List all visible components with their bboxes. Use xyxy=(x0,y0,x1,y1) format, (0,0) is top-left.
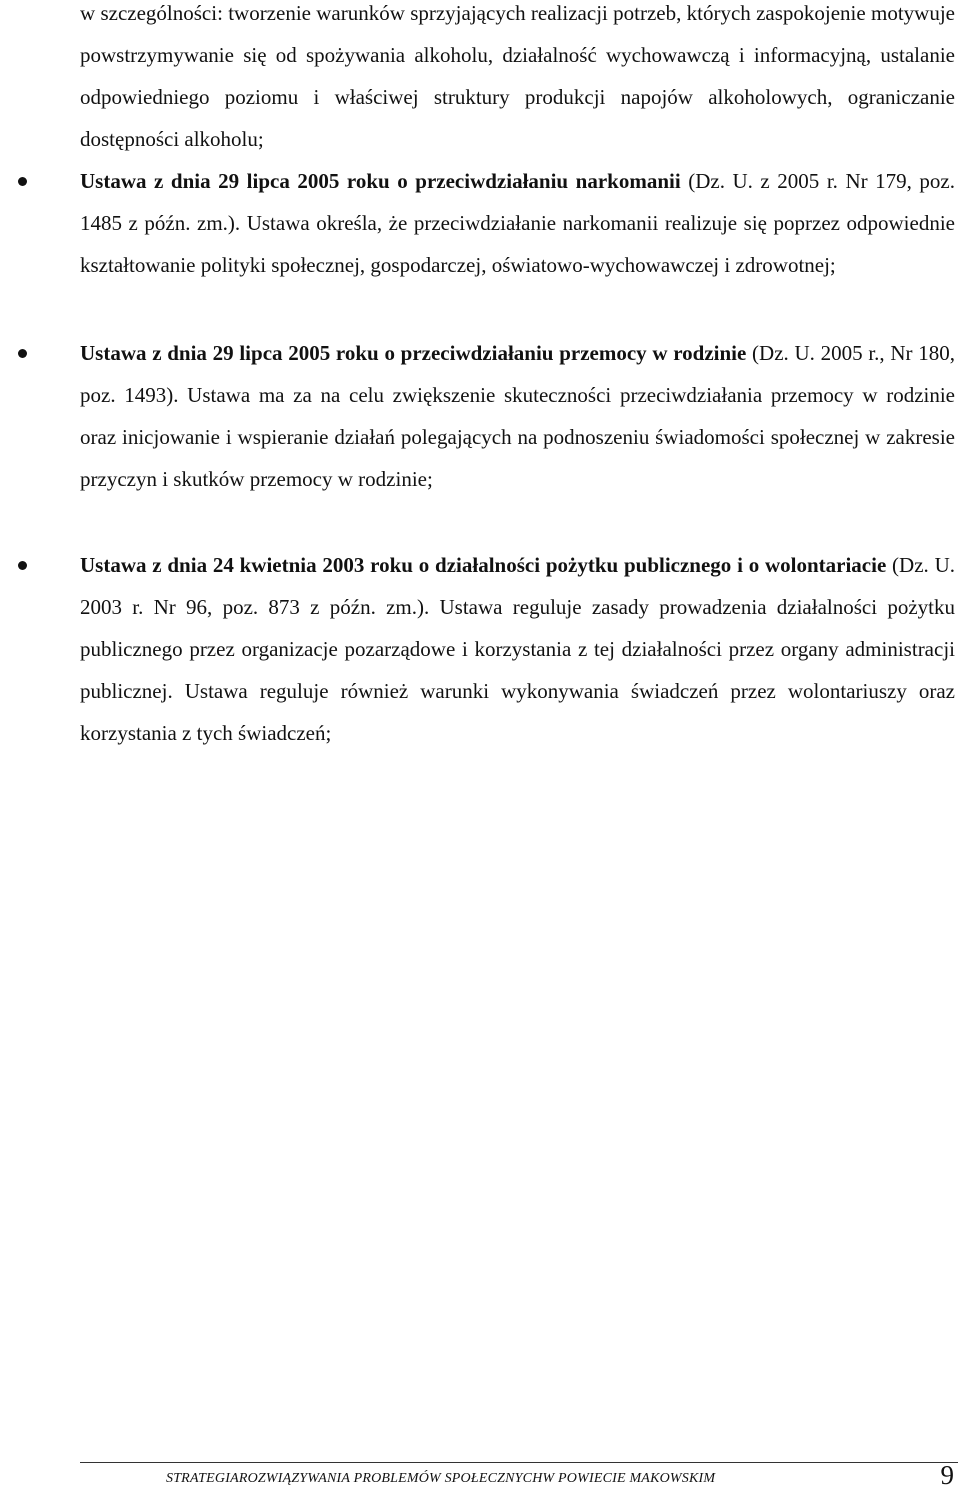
footer-title: STRATEGIAROZWIĄZYWANIA PROBLEMÓW SPOŁECZNYCHW POWIECIE MAKOWSKIM xyxy=(166,1471,716,1486)
bullet-item-narkomania xyxy=(80,160,955,286)
law-description: (Dz. U. 2005 r., Nr 180, poz. 1493). Ustawa ma za na celu zwiększenie skuteczności przeciwdziałania przemocy w rodzinie oraz inicjowanie i wspieranie działań polegających na podnoszeniu świadomości społecznej w zakresie przyczyn i skutków przemocy w rodzinie; xyxy=(80,341,955,491)
law-title: Ustawa z dnia 24 kwietnia 2003 roku o działalności pożytku publicznego i o wolontariacie xyxy=(80,553,887,577)
bullet-icon xyxy=(18,177,27,186)
bullet-icon xyxy=(18,561,27,570)
law-description: (Dz. U. z 2005 r. Nr 179, poz. 1485 z późn. zm.). Ustawa określa, że przeciwdziałanie narkomanii realizuje się poprzez odpowiednie kształtowanie polityki społecznej, gospodarczej, oświatowo-wychowawczej i zdrowotnej; xyxy=(80,169,956,277)
page-number: 9 xyxy=(940,1460,954,1490)
law-description: (Dz. U. 2003 r. Nr 96, poz. 873 z późn. zm.). Ustawa reguluje zasady prowadzenia działalności pożytku publicznego przez organizacje pozarządowe i korzystania z tej działalności przez organy administracji publicznej. Ustawa reguluje również warunki wykonywania świadczeń przez wolontariuszy oraz korzystania z tych świadczeń; xyxy=(80,553,955,745)
law-title: Ustawa z dnia 29 lipca 2005 roku o przeciwdziałaniu przemocy w rodzinie xyxy=(80,341,747,365)
footer-divider xyxy=(80,1462,958,1463)
bullet-item-przemoc xyxy=(80,332,955,500)
continuation-paragraph: w szczególności: tworzenie warunków sprzyjających realizacji potrzeb, których zaspokojenie motywuje powstrzymywanie się od spożywania alkoholu, działalność wychowawczą i informacyjną, ustalanie odpowiedniego poziomu i właściwej struktury produkcji napojów alkoholowych, ograniczanie dostępności alkoholu; xyxy=(80,1,955,151)
bullet-item-pozytek-publiczny xyxy=(80,544,955,754)
bullet-icon xyxy=(18,349,27,358)
law-title: Ustawa z dnia 29 lipca 2005 roku o przeciwdziałaniu narkomanii xyxy=(80,169,681,193)
